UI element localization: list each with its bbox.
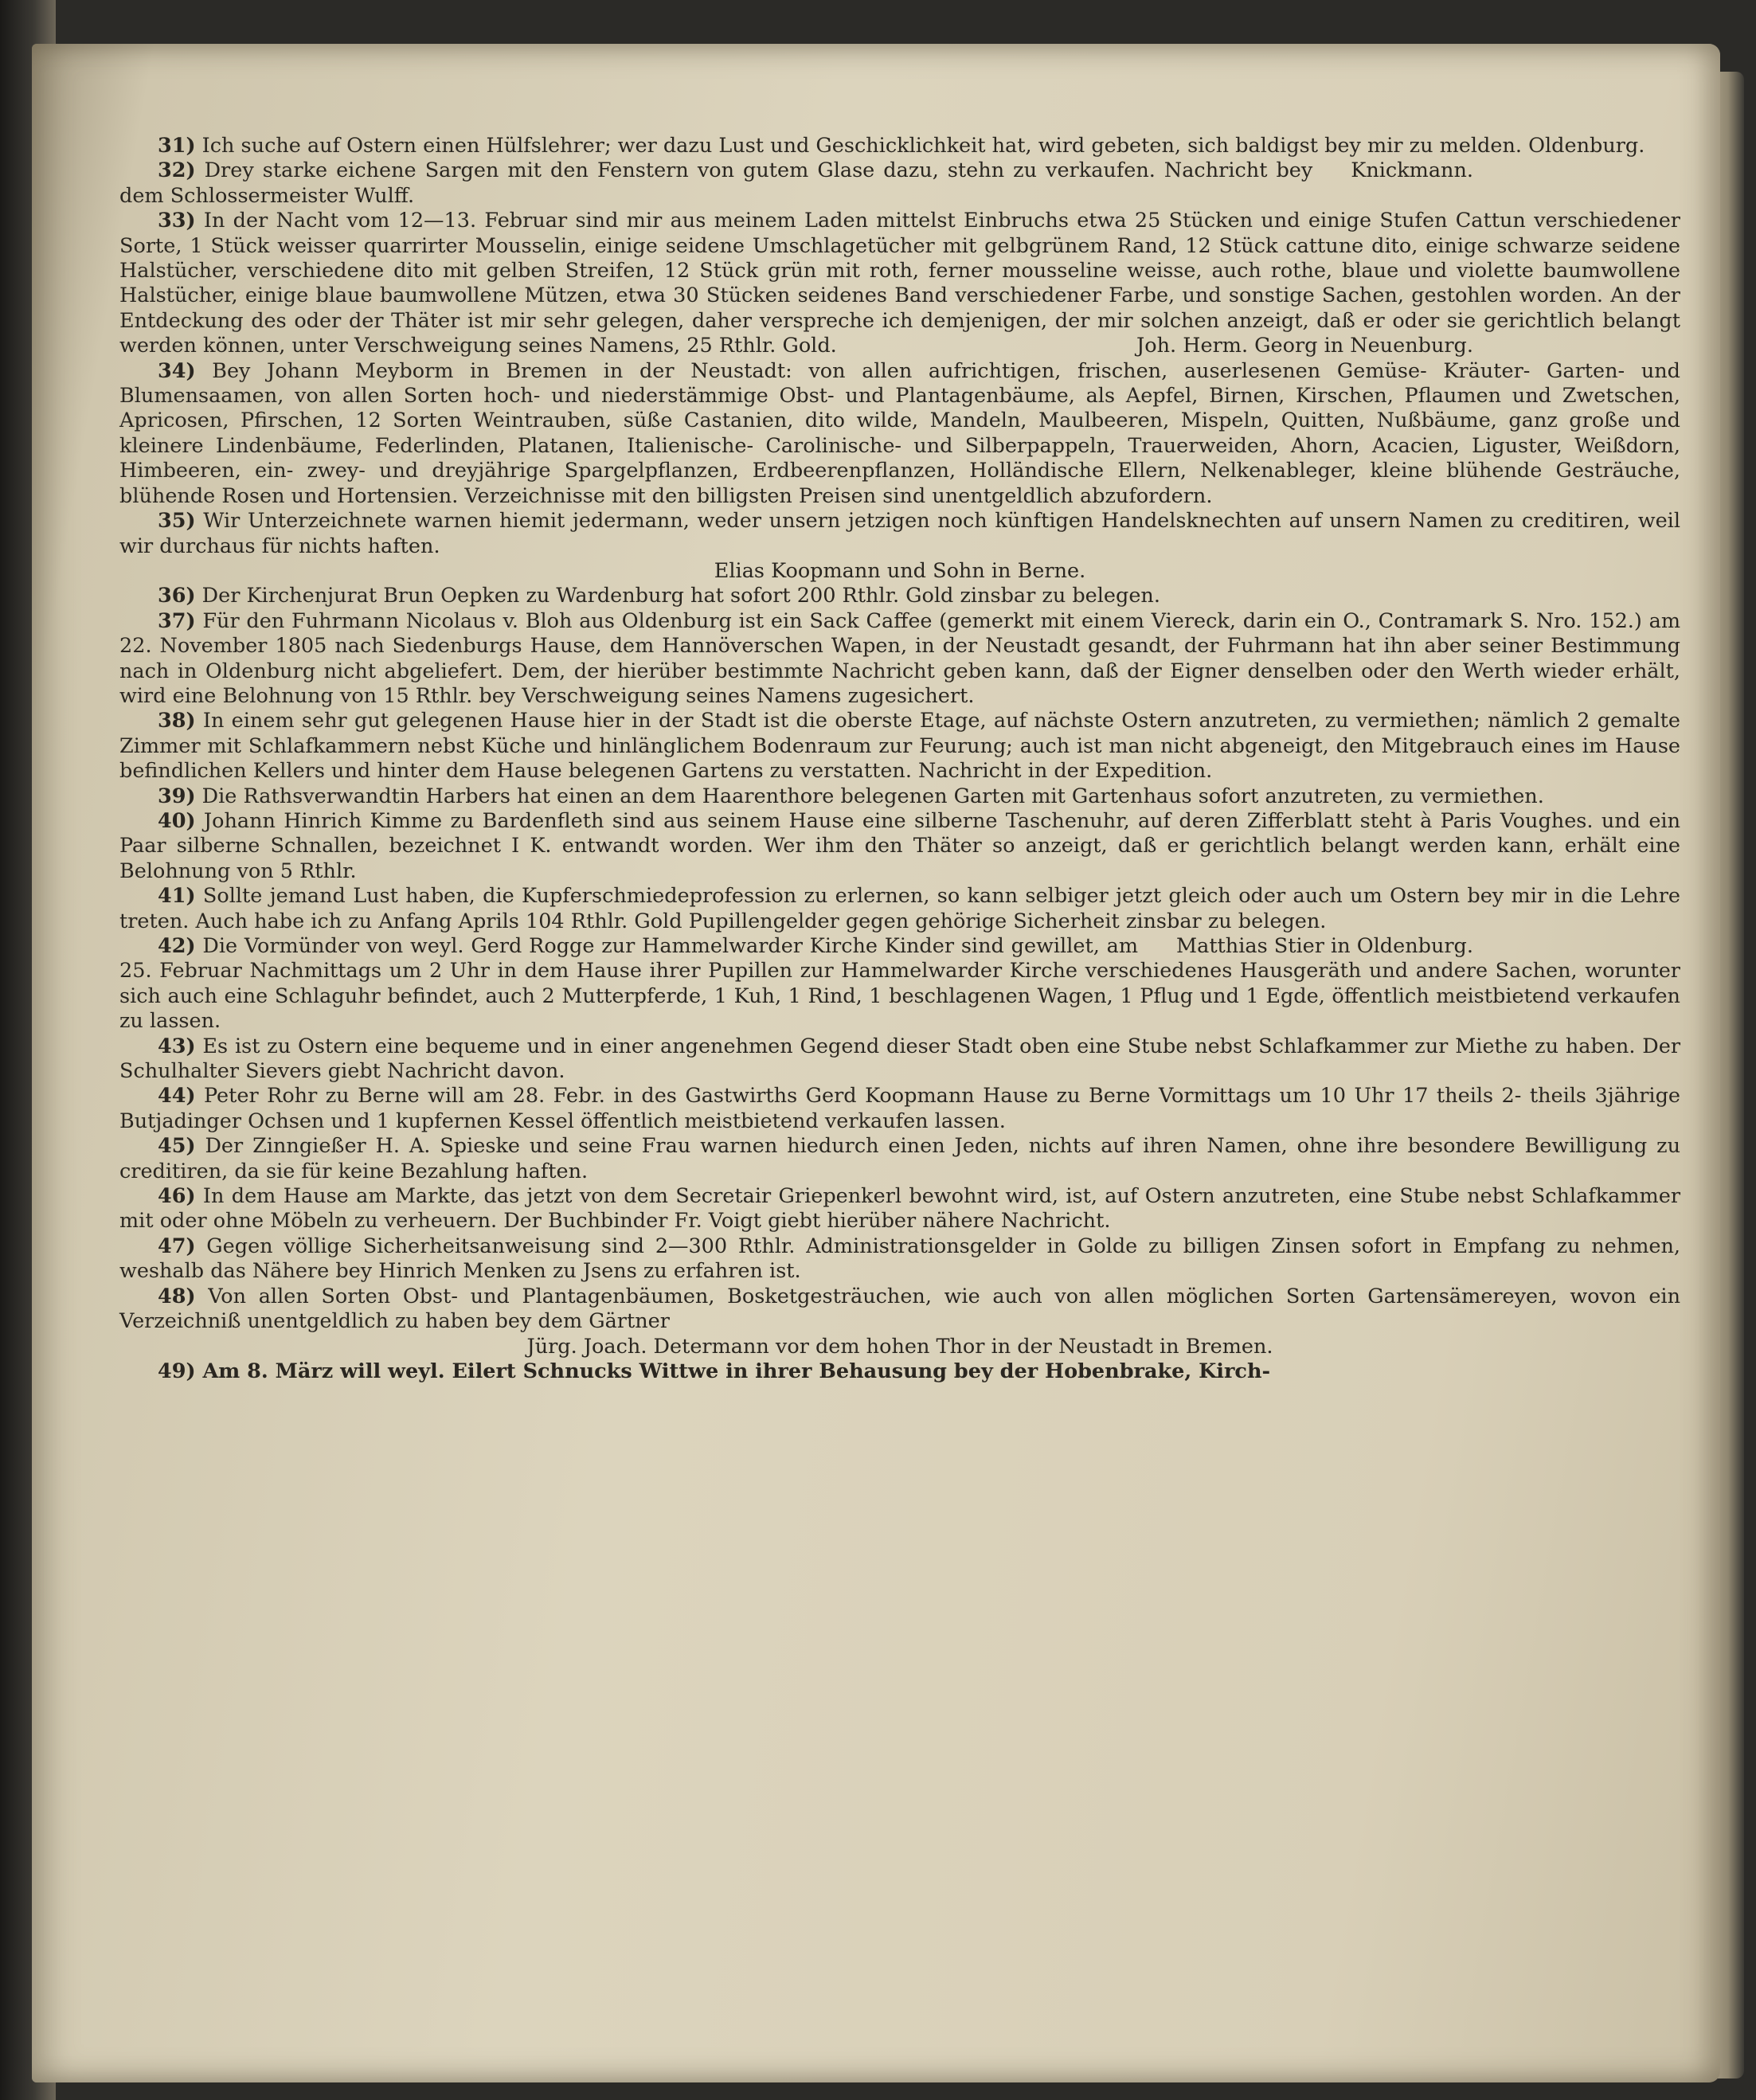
announcement-44 bbox=[119, 1084, 1680, 1134]
entry-signature: Knickmann. bbox=[1351, 158, 1473, 183]
entry-text: Der Zinngießer H. A. Spieske und seine Frau warnen hiedurch einen Jeden, nichts auf ihren Namen, ohne ihre besondere Bewilligung zu creditiren, da sie für keine Bezahlung haften. bbox=[119, 1134, 1681, 1183]
announcement-43 bbox=[119, 1034, 1680, 1085]
entry-text: Der Kirchenjurat Brun Oepken zu Wardenburg hat sofort 200 Rthlr. Gold zinsbar zu belegen. bbox=[201, 584, 1160, 608]
entry-text: Sollte jemand Lust haben, die Kupferschmiedeprofession zu erlernen, so kann selbiger jetzt gleich oder auch um Ostern bey mir in die Lehre treten. Auch habe ich zu Anfang Aprils 104 Rthlr. Gold Pupillengelder gegen gehörige Sicherheit zinsbar zu belegen. bbox=[119, 884, 1680, 933]
entry-number: 42) bbox=[158, 934, 196, 958]
announcement-49 bbox=[119, 1359, 1680, 1384]
announcement-33 bbox=[119, 209, 1680, 358]
announcement-46 bbox=[119, 1184, 1680, 1234]
entry-text: In der Nacht vom 12—13. Februar sind mir aus meinem Laden mittelst Einbruchs etwa 25 Stücken und einige Stufen Cattun verschiedener Sorte, 1 Stück weisser quarrirter Mousselin, einige seidene Umschlagetücher mit gelbgrünem Rand, 12 Stück cattune dito, einige schwarze seidene Halstücher, verschiedene dito mit gelben Streifen, 12 Stück grün mit roth, ferner mousseline weisse, auch rothe, blaue und violette baumwollene Halstücher, einige blaue baumwollene Mützen, etwa 30 Stücken seidenes Band verschiedener Farbe, und sonstige Sachen, gestohlen worden. An der Entdeckung des oder der Thäter ist mir sehr gelegen, daher verspreche ich demjenigen, der mir solchen anzeigt, daß er oder sie gerichtlich belangt werden können, unter Verschweigung seines Namens, 25 Rthlr. Gold. bbox=[119, 209, 1680, 358]
announcement-37 bbox=[119, 609, 1680, 710]
entry-number: 49) bbox=[158, 1359, 196, 1383]
entry-signature: Matthias Stier in Oldenburg. bbox=[1176, 934, 1473, 958]
announcement-40 bbox=[119, 809, 1680, 884]
announcement-34 bbox=[119, 359, 1680, 509]
announcement-45 bbox=[119, 1134, 1680, 1184]
entry-signature: Joh. Herm. Georg in Neuenburg. bbox=[1136, 334, 1473, 358]
entry-text: Am 8. März will weyl. Eilert Schnucks Wittwe in ihrer Behausung bey der Hobenbrake, Kirch- bbox=[202, 1359, 1271, 1383]
entry-number: 33) bbox=[158, 209, 196, 233]
entry-number: 35) bbox=[158, 509, 196, 534]
entry-signature: Jürg. Joach. Determann vor dem hohen Thor in der Neustadt in Bremen. bbox=[526, 1334, 1273, 1359]
entry-text: Peter Rohr zu Berne will am 28. Febr. in des Gastwirths Gerd Koopmann Hause zu Berne Vormittags um 10 Uhr 17 theils 2- theils 3jährige Butjadinger Ochsen und 1 kupfernen Kessel öffentlich meistbietend verkaufen lassen. bbox=[119, 1084, 1680, 1133]
entry-number: 31) bbox=[158, 134, 196, 158]
entry-number: 45) bbox=[158, 1134, 196, 1159]
entry-number: 48) bbox=[158, 1284, 196, 1308]
announcement-38 bbox=[119, 709, 1680, 784]
entry-number: 38) bbox=[158, 709, 196, 733]
entry-number: 46) bbox=[158, 1184, 196, 1209]
entry-text: Die Vormünder von weyl. Gerd Rogge zur Hammelwarder Kirche Kinder sind gewillet, am 25. Februar Nachmittags um 2 Uhr in dem Hause ihrer Pupillen zur Hammelwarder Kirche verschiedenes Hausgeräth und andere Sachen, worunter sich auch eine Schlaguhr befindet, auch 2 Mutterpferde, 1 Kuh, 1 Rind, 1 beschlagenen Wagen, 1 Pflug und 1 Egde, öffentlich meistbietend verkaufen zu lassen. bbox=[119, 934, 1680, 1034]
announcement-47 bbox=[119, 1234, 1680, 1285]
entry-text: Von allen Sorten Obst- und Plantagenbäumen, Bosketgesträuchen, wie auch von allen möglichen Sorten Gartensämereyen, wovon ein Verzeichniß unentgeldlich zu haben bey dem Gärtner bbox=[119, 1284, 1680, 1334]
entry-number: 39) bbox=[158, 784, 196, 808]
announcement-39 bbox=[119, 784, 1680, 809]
announcements-column bbox=[119, 134, 1680, 2037]
entry-text: In einem sehr gut gelegenen Hause hier in der Stadt ist die oberste Etage, auf nächste Ostern anzutreten, zu vermiethen; nämlich 2 gemalte Zimmer mit Schlafkammern nebst Küche und hinlänglichem Bodenraum zur Feurung; auch ist man nicht abgeneigt, den Mitgebrauch eines im Hause befindlichen Kellers und hinter dem Hause belegenen Gartens zu verstatten. Nachricht in der Expedition. bbox=[119, 709, 1680, 784]
entry-text: Für den Fuhrmann Nicolaus v. Bloh aus Oldenburg ist ein Sack Caffee (gemerkt mit einem Viereck, darin ein O., Contramark S. Nro. 152.) am 22. November 1805 nach Siedenburgs Hause, dem Hannöverschen Wapen, in der Neustadt gesandt, der Fuhrmann hat ihn aber seiner Bestimmung nach in Oldenburg nicht abgeliefert. Dem, der hierüber bestimmte Nachricht geben kann, daß der Eigner denselben oder den Werth wieder erhält, wird eine Belohnung von 15 Rthlr. bey Verschweigung seines Namens zugesichert. bbox=[119, 608, 1681, 708]
entry-text: Gegen völlige Sicherheitsanweisung sind 2—300 Rthlr. Administrationsgelder in Golde zu billigen Zinsen sofort in Empfang zu nehmen, weshalb das Nähere bey Hinrich Menken zu Jsens zu erfahren ist. bbox=[119, 1234, 1680, 1284]
entry-text: Bey Johann Meyborm in Bremen in der Neustadt: von allen aufrichtigen, frischen, auserlesenen Gemüse- Kräuter- Garten- und Blumensaamen, von allen Sorten hoch- und niederstämmige Obst- und Plantagenbäume, als Aepfel, Birnen, Kirschen, Pflaumen und Zwetschen, Apricosen, Pfirschen, 12 Sorten Weintrauben, süße Castanien, dito wilde, Mandeln, Maulbeeren, Mispeln, Quitten, Nußbäume, ganz große und kleinere Lindenbäume, Federlinden, Platanen, Italienische- Carolinische- und Silberpappeln, Trauerweiden, Ahorn, Acacien, Liguster, Weißdorn, Himbeeren, ein- zwey- und dreyjährige Spargelpflanzen, Erdbeerenpflanzen, Holländische Ellern, Nelkenableger, kleine blühende Gesträuche, blühende Rosen und Hortensien. Verzeichnisse mit den billigsten Preisen sind unentgeldlich abzufordern. bbox=[119, 358, 1680, 508]
entry-text: Johann Hinrich Kimme zu Bardenfleth sind aus seinem Hause eine silberne Taschenuhr, auf deren Zifferblatt steht à Paris Voughes. und ein Paar silberne Schnallen, bezeichnet I K. entwandt worden. Wer ihm den Thäter so anzeigt, daß er gerichtlich belangt werden kann, erhält eine Belohnung von 5 Rthlr. bbox=[119, 808, 1680, 883]
entry-text: Ich suche auf Ostern einen Hülfslehrer; wer dazu Lust und Geschicklichkeit hat, wird gebeten, sich baldigst bey mir zu melden. Oldenburg. bbox=[201, 134, 1645, 158]
entry-number: 47) bbox=[158, 1234, 196, 1258]
entry-number: 36) bbox=[158, 584, 196, 608]
entry-number: 32) bbox=[158, 158, 196, 183]
entry-number: 43) bbox=[158, 1034, 196, 1058]
entry-number: 41) bbox=[158, 884, 196, 909]
announcement-48 bbox=[119, 1285, 1680, 1359]
entry-text: In dem Hause am Markte, das jetzt von dem Secretair Griepenkerl bewohnt wird, ist, auf Ostern anzutreten, eine Stube nebst Schlafkammer mit oder ohne Möbeln zu verheuern. Der Buchbinder Fr. Voigt giebt hierüber nähere Nachricht. bbox=[119, 1184, 1681, 1234]
announcement-36 bbox=[119, 584, 1680, 608]
entry-signature: Elias Koopmann und Sohn in Berne. bbox=[714, 558, 1086, 583]
entry-text: Drey starke eichene Sargen mit den Fenstern von gutem Glase dazu, stehn zu verkaufen. Nachricht bey dem Schlossermeister Wulff. bbox=[119, 158, 1313, 208]
entry-text: Die Rathsverwandtin Harbers hat einen an dem Haarenthore belegenen Garten mit Gartenhaus sofort anzutreten, zu vermiethen. bbox=[201, 784, 1544, 808]
entry-text: Es ist zu Ostern eine bequeme und in einer angenehmen Gegend dieser Stadt oben eine Stube nebst Schlafkammer zur Miethe zu haben. Der Schulhalter Sievers giebt Nachricht davon. bbox=[119, 1034, 1681, 1084]
entry-number: 34) bbox=[158, 358, 196, 383]
entry-number: 37) bbox=[158, 608, 196, 633]
entry-number: 44) bbox=[158, 1084, 196, 1109]
entry-text: Wir Unterzeichnete warnen hiemit jedermann, weder unsern jetzigen noch künftigen Handelsknechten auf unsern Namen zu creditiren, weil wir durchaus für nichts haften. bbox=[119, 509, 1680, 558]
entry-number: 40) bbox=[158, 808, 196, 833]
announcement-35 bbox=[119, 509, 1680, 584]
